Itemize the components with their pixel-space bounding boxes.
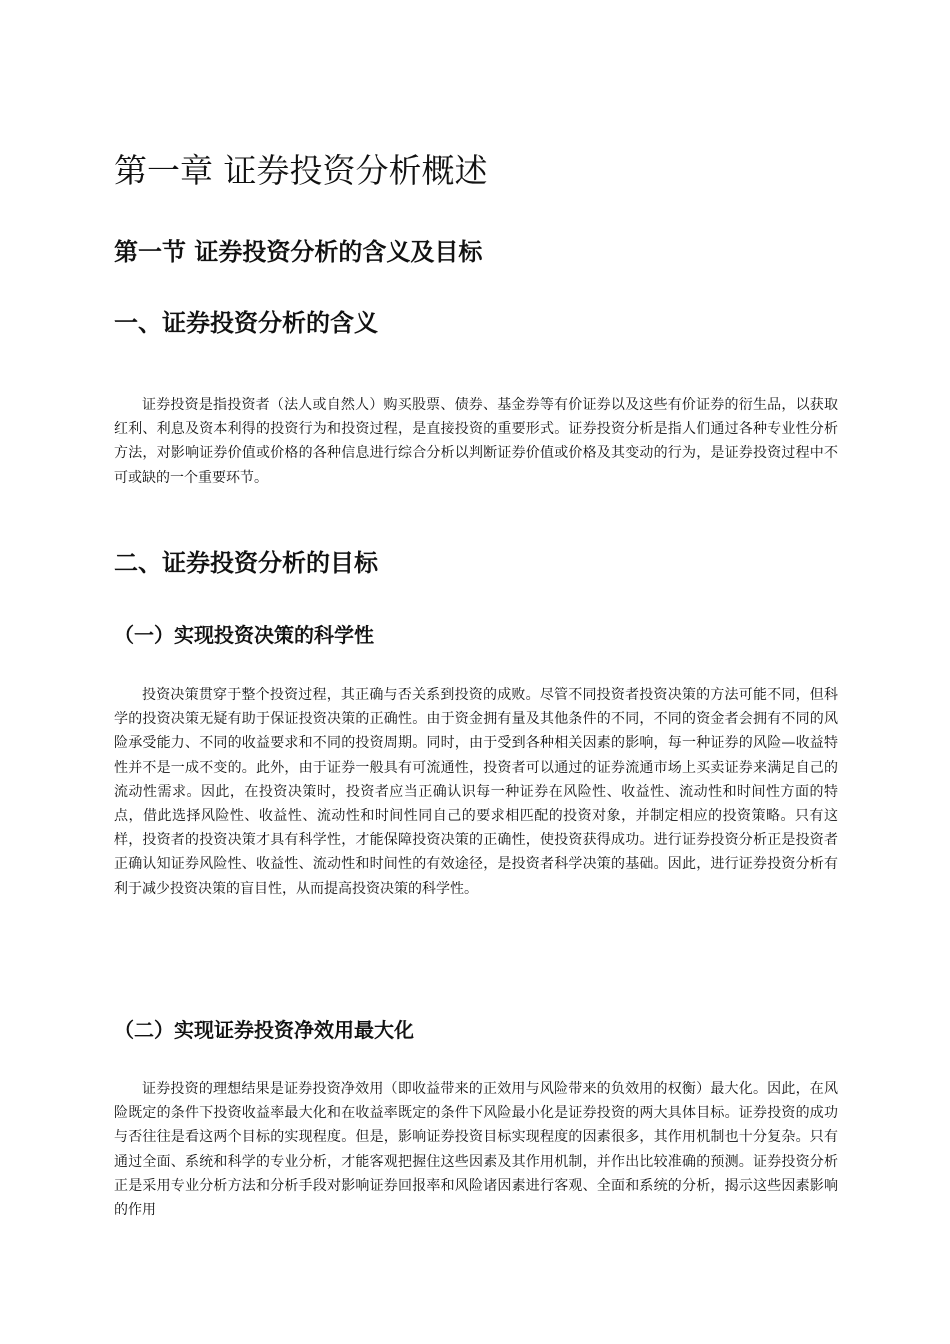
paragraph-utility: 证券投资的理想结果是证券投资净效用（即收益带来的正效用与风险带来的负效用的权衡）最大化。因此，在风险既定的条件下投资收益率最大化和在收益率既定的条件下风险最小化是证券投资的两大具体目标。证券投资的成功与否往往是看这两个目标的实现程度。但是，影响证券投资目标实现程度的因素很多，其作用机制也十分复杂。只有通过全面、系统和科学的专业分析，才能客观把握住这些因素及其作用机制，并作出比较准确的预测。证券投资分析正是采用专业分析方法和分析手段对影响证券回报率和风险诸因素进行客观、全面和系统的分析，揭示这些因素影响的作用 xyxy=(114,1081,838,1219)
subsection-heading-utility: （二）实现证券投资净效用最大化 xyxy=(114,1018,414,1042)
section-title: 第一节 证券投资分析的含义及目标 xyxy=(114,238,483,266)
chapter-title: 第一章 证券投资分析概述 xyxy=(114,151,488,190)
paragraph-scientific: 投资决策贯穿于整个投资过程，其正确与否关系到投资的成败。尽管不同投资者投资决策的方法可能不同，但科学的投资决策无疑有助于保证投资决策的正确性。由于资金拥有量及其他条件的不同，不同的资金者会拥有不同的风险承受能力、不同的收益要求和不同的投资周期。同时，由于受到各种相关因素的影响，每一种证券的风险—收益特性并不是一成不变的。此外，由于证券一般具有可流通性，投资者可以通过的证券流通市场上买卖证券来满足自己的流动性需求。因此，在投资决策时，投资者应当正确认识每一种证券在风险性、收益性、流动性和时间性方面的特点，借此选择风险性、收益性、流动性和时间性同自己的要求相匹配的投资对象，并制定相应的投资策略。只有这样，投资者的投资决策才具有科学性，才能保障投资决策的正确性，使投资获得成功。进行证券投资分析正是投资者正确认知证券风险性、收益性、流动性和时间性的有效途径，是投资者科学决策的基础。因此，进行证券投资分析有利于减少投资决策的盲目性，从而提高投资决策的科学性。 xyxy=(114,687,838,897)
part-heading-meaning: 一、证券投资分析的含义 xyxy=(114,309,378,337)
paragraph-meaning: 证券投资是指投资者（法人或自然人）购买股票、债券、基金券等有价证券以及这些有价证券的衍生品，以获取红利、利息及资本利得的投资行为和投资过程，是直接投资的重要形式。证券投资分析是指人们通过各种专业性分析方法，对影响证券价值或价格的各种信息进行综合分析以判断证券价值或价格及其变动的行为，是证券投资过程中不可或缺的一个重要环节。 xyxy=(114,397,838,486)
part-heading-goals: 二、证券投资分析的目标 xyxy=(114,549,378,577)
subsection-heading-scientific: （一）实现投资决策的科学性 xyxy=(114,623,374,647)
